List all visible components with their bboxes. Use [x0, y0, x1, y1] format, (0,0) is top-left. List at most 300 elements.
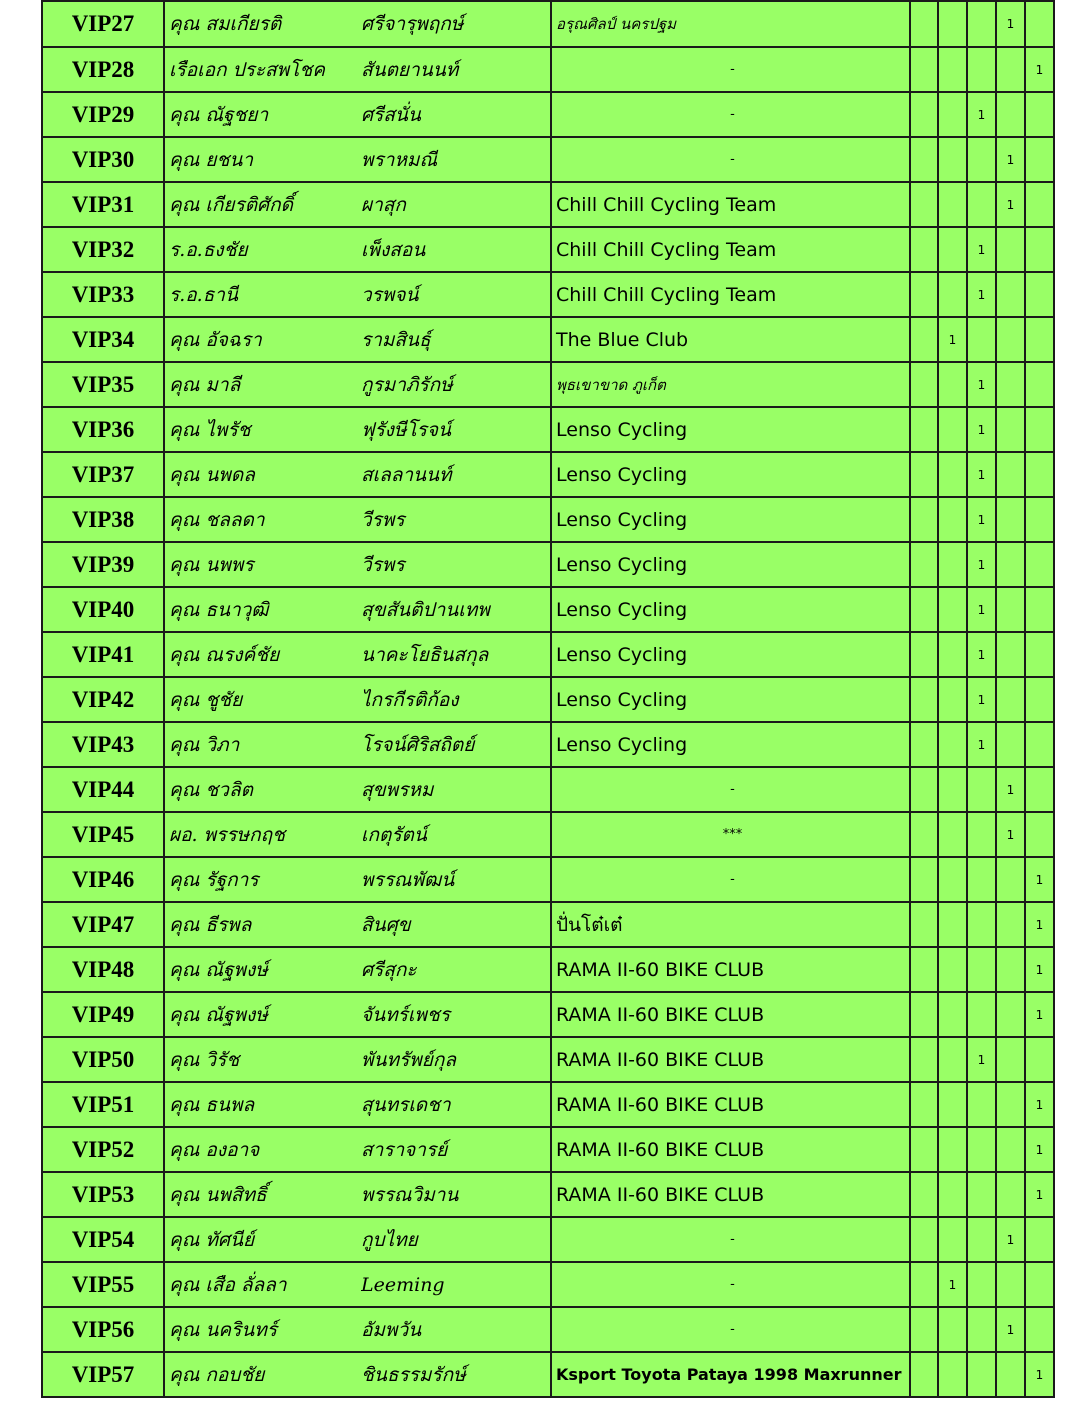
- mark-cell-3: [967, 1352, 996, 1397]
- mark-cell-2: [938, 857, 967, 902]
- mark-cell-2: [938, 1217, 967, 1262]
- last-name: วีรพร: [361, 497, 551, 542]
- mark-cell-5: [1025, 1307, 1054, 1352]
- mark-cell-2: [938, 542, 967, 587]
- mark-cell-2: [938, 1082, 967, 1127]
- table-row: [42, 92, 1054, 137]
- mark-cell-4: 1: [996, 137, 1025, 182]
- mark-cell-4: [996, 1037, 1025, 1082]
- mark-cell-4: [996, 362, 1025, 407]
- table-row: [42, 632, 1054, 677]
- mark-cell-4: [996, 947, 1025, 992]
- mark-cell-5: [1025, 1262, 1054, 1307]
- mark-cell-5: 1: [1025, 992, 1054, 1037]
- mark-cell-4: 1: [996, 767, 1025, 812]
- table-row: [42, 407, 1054, 452]
- mark-cell-1: [910, 677, 938, 722]
- mark-cell-1: [910, 632, 938, 677]
- table-row: [42, 1172, 1054, 1217]
- mark-cell-3: 1: [967, 1037, 996, 1082]
- last-name: ศรีจารุพฤกษ์: [361, 1, 551, 47]
- first-name: คุณ นพดล: [164, 452, 361, 497]
- club-name: -: [551, 1217, 910, 1262]
- table-row: [42, 767, 1054, 812]
- last-name: สินศุข: [361, 902, 551, 947]
- mark-cell-4: 1: [996, 182, 1025, 227]
- member-code: VIP45: [42, 812, 164, 857]
- first-name: คุณ ณัฐชยา: [164, 92, 361, 137]
- mark-cell-5: 1: [1025, 1127, 1054, 1172]
- mark-cell-3: [967, 1217, 996, 1262]
- table-row: [42, 992, 1054, 1037]
- mark-cell-1: [910, 362, 938, 407]
- mark-cell-3: [967, 182, 996, 227]
- first-name: คุณ มาลี: [164, 362, 361, 407]
- first-name: ผอ. พรรษกฤช: [164, 812, 361, 857]
- table-row: [42, 452, 1054, 497]
- member-code: VIP53: [42, 1172, 164, 1217]
- last-name: วีรพร: [361, 542, 551, 587]
- mark-cell-3: [967, 992, 996, 1037]
- club-name: -: [551, 1262, 910, 1307]
- club-name: -: [551, 47, 910, 92]
- member-code: VIP39: [42, 542, 164, 587]
- mark-cell-1: [910, 1082, 938, 1127]
- club-name: -: [551, 857, 910, 902]
- mark-cell-4: [996, 227, 1025, 272]
- member-code: VIP47: [42, 902, 164, 947]
- mark-cell-4: [996, 722, 1025, 767]
- first-name: ร.อ.ธงชัย: [164, 227, 361, 272]
- mark-cell-2: [938, 227, 967, 272]
- mark-cell-2: [938, 677, 967, 722]
- mark-cell-1: [910, 1352, 938, 1397]
- mark-cell-1: [910, 227, 938, 272]
- mark-cell-4: [996, 407, 1025, 452]
- mark-cell-4: [996, 632, 1025, 677]
- mark-cell-2: [938, 1307, 967, 1352]
- member-code: VIP28: [42, 47, 164, 92]
- mark-cell-2: [938, 812, 967, 857]
- mark-cell-1: [910, 1307, 938, 1352]
- first-name: คุณ ธนพล: [164, 1082, 361, 1127]
- club-name: พุธเขาขาด ภูเก็ต: [551, 362, 910, 407]
- first-name: คุณ ยชนา: [164, 137, 361, 182]
- table-row: [42, 137, 1054, 182]
- club-name: Ksport Toyota Pataya 1998 Maxrunner: [551, 1352, 910, 1397]
- mark-cell-5: 1: [1025, 857, 1054, 902]
- mark-cell-5: [1025, 182, 1054, 227]
- mark-cell-3: [967, 767, 996, 812]
- last-name: กูรมาภิรักษ์: [361, 362, 551, 407]
- table-row: [42, 542, 1054, 587]
- mark-cell-1: [910, 1172, 938, 1217]
- table-row: [42, 1307, 1054, 1352]
- member-code: VIP57: [42, 1352, 164, 1397]
- table-row: [42, 1, 1054, 47]
- mark-cell-3: [967, 902, 996, 947]
- member-code: VIP49: [42, 992, 164, 1037]
- last-name: รามสินธุ์: [361, 317, 551, 362]
- last-name: สเลลานนท์: [361, 452, 551, 497]
- member-code: VIP37: [42, 452, 164, 497]
- mark-cell-1: [910, 1127, 938, 1172]
- club-name: -: [551, 1307, 910, 1352]
- table-row: [42, 272, 1054, 317]
- last-name: นาคะโยธินสกุล: [361, 632, 551, 677]
- table-row: [42, 362, 1054, 407]
- first-name: คุณ นพพร: [164, 542, 361, 587]
- club-name: ***: [551, 812, 910, 857]
- table-row: [42, 677, 1054, 722]
- mark-cell-5: [1025, 317, 1054, 362]
- mark-cell-3: 1: [967, 272, 996, 317]
- last-name: จันทร์เพชร: [361, 992, 551, 1037]
- mark-cell-3: [967, 137, 996, 182]
- participant-table: [41, 0, 1055, 1398]
- table-row: [42, 1127, 1054, 1172]
- first-name: คุณ กอบชัย: [164, 1352, 361, 1397]
- mark-cell-3: [967, 47, 996, 92]
- last-name: สันตยานนท์: [361, 47, 551, 92]
- mark-cell-5: [1025, 812, 1054, 857]
- mark-cell-1: [910, 137, 938, 182]
- member-code: VIP44: [42, 767, 164, 812]
- club-name: Lenso Cycling: [551, 632, 910, 677]
- mark-cell-1: [910, 497, 938, 542]
- last-name: พรรณพัฒน์: [361, 857, 551, 902]
- table-row: [42, 1037, 1054, 1082]
- member-code: VIP30: [42, 137, 164, 182]
- mark-cell-1: [910, 1217, 938, 1262]
- table-row: [42, 227, 1054, 272]
- table-row: [42, 1352, 1054, 1397]
- mark-cell-4: [996, 1352, 1025, 1397]
- first-name: คุณ ชวลิต: [164, 767, 361, 812]
- table-row: [42, 182, 1054, 227]
- mark-cell-5: [1025, 1037, 1054, 1082]
- mark-cell-4: [996, 452, 1025, 497]
- mark-cell-4: [996, 902, 1025, 947]
- mark-cell-5: [1025, 452, 1054, 497]
- mark-cell-2: [938, 1, 967, 47]
- mark-cell-2: [938, 1352, 967, 1397]
- club-name: RAMA II-60 BIKE CLUB: [551, 1082, 910, 1127]
- mark-cell-5: [1025, 92, 1054, 137]
- mark-cell-2: [938, 767, 967, 812]
- mark-cell-1: [910, 317, 938, 362]
- first-name: คุณ ไพรัช: [164, 407, 361, 452]
- mark-cell-1: [910, 452, 938, 497]
- club-name: Lenso Cycling: [551, 542, 910, 587]
- mark-cell-5: [1025, 587, 1054, 632]
- mark-cell-1: [910, 47, 938, 92]
- table-row: [42, 317, 1054, 362]
- first-name: คุณ นครินทร์: [164, 1307, 361, 1352]
- member-code: VIP51: [42, 1082, 164, 1127]
- member-code: VIP46: [42, 857, 164, 902]
- mark-cell-3: [967, 1127, 996, 1172]
- last-name: ผาสุก: [361, 182, 551, 227]
- mark-cell-5: 1: [1025, 947, 1054, 992]
- table-row: [42, 1082, 1054, 1127]
- mark-cell-4: [996, 92, 1025, 137]
- mark-cell-3: 1: [967, 452, 996, 497]
- member-code: VIP29: [42, 92, 164, 137]
- last-name: ฟุรังษีโรจน์: [361, 407, 551, 452]
- table-row: [42, 587, 1054, 632]
- mark-cell-5: [1025, 1217, 1054, 1262]
- last-name: โรจน์ศิริสถิตย์: [361, 722, 551, 767]
- member-code: VIP34: [42, 317, 164, 362]
- mark-cell-3: 1: [967, 677, 996, 722]
- mark-cell-2: [938, 902, 967, 947]
- member-code: VIP27: [42, 1, 164, 47]
- first-name: คุณ อัจฉรา: [164, 317, 361, 362]
- member-code: VIP40: [42, 587, 164, 632]
- first-name: คุณ วิรัช: [164, 1037, 361, 1082]
- mark-cell-4: [996, 1172, 1025, 1217]
- table-row: [42, 1217, 1054, 1262]
- mark-cell-2: [938, 1037, 967, 1082]
- mark-cell-5: 1: [1025, 1172, 1054, 1217]
- club-name: RAMA II-60 BIKE CLUB: [551, 1127, 910, 1172]
- mark-cell-2: 1: [938, 317, 967, 362]
- table-row: [42, 857, 1054, 902]
- first-name: คุณ ชูชัย: [164, 677, 361, 722]
- mark-cell-1: [910, 92, 938, 137]
- mark-cell-4: [996, 317, 1025, 362]
- club-name: -: [551, 92, 910, 137]
- first-name: คุณ องอาจ: [164, 1127, 361, 1172]
- mark-cell-5: [1025, 272, 1054, 317]
- mark-cell-3: [967, 1, 996, 47]
- first-name: คุณ นพสิทธิ์: [164, 1172, 361, 1217]
- last-name: สาราจารย์: [361, 1127, 551, 1172]
- first-name: คุณ ณัฐพงษ์: [164, 947, 361, 992]
- mark-cell-4: [996, 992, 1025, 1037]
- last-name: ศรีสนั่น: [361, 92, 551, 137]
- mark-cell-3: [967, 812, 996, 857]
- table-row: [42, 902, 1054, 947]
- mark-cell-1: [910, 407, 938, 452]
- last-name: กูบไทย: [361, 1217, 551, 1262]
- mark-cell-4: [996, 1082, 1025, 1127]
- club-name: The Blue Club: [551, 317, 910, 362]
- club-name: Chill Chill Cycling Team: [551, 227, 910, 272]
- last-name: อัมพวัน: [361, 1307, 551, 1352]
- mark-cell-2: [938, 992, 967, 1037]
- mark-cell-1: [910, 857, 938, 902]
- first-name: คุณ สมเกียรติ: [164, 1, 361, 47]
- mark-cell-5: [1025, 767, 1054, 812]
- mark-cell-2: [938, 182, 967, 227]
- mark-cell-4: 1: [996, 1, 1025, 47]
- member-code: VIP41: [42, 632, 164, 677]
- last-name: ศรีสุกะ: [361, 947, 551, 992]
- mark-cell-3: 1: [967, 587, 996, 632]
- first-name: คุณ ณรงค์ชัย: [164, 632, 361, 677]
- mark-cell-5: [1025, 407, 1054, 452]
- mark-cell-3: 1: [967, 227, 996, 272]
- mark-cell-2: [938, 1172, 967, 1217]
- mark-cell-2: [938, 452, 967, 497]
- mark-cell-4: [996, 677, 1025, 722]
- club-name: Lenso Cycling: [551, 722, 910, 767]
- last-name: สุขสันติปานเทพ: [361, 587, 551, 632]
- mark-cell-3: [967, 1172, 996, 1217]
- mark-cell-3: [967, 1082, 996, 1127]
- last-name: เกตุรัตน์: [361, 812, 551, 857]
- table-row: [42, 497, 1054, 542]
- mark-cell-5: 1: [1025, 47, 1054, 92]
- mark-cell-4: [996, 857, 1025, 902]
- mark-cell-2: [938, 362, 967, 407]
- mark-cell-4: [996, 47, 1025, 92]
- club-name: ปั่นโต๋เต๋: [551, 902, 910, 947]
- mark-cell-4: [996, 1262, 1025, 1307]
- mark-cell-2: [938, 92, 967, 137]
- mark-cell-1: [910, 542, 938, 587]
- table-row: [42, 722, 1054, 767]
- member-code: VIP52: [42, 1127, 164, 1172]
- mark-cell-4: 1: [996, 1307, 1025, 1352]
- mark-cell-5: [1025, 632, 1054, 677]
- mark-cell-3: [967, 317, 996, 362]
- first-name: คุณ เสือ ลั่ลลา: [164, 1262, 361, 1307]
- mark-cell-5: [1025, 227, 1054, 272]
- mark-cell-2: [938, 137, 967, 182]
- mark-cell-4: [996, 1127, 1025, 1172]
- mark-cell-3: 1: [967, 362, 996, 407]
- mark-cell-1: [910, 947, 938, 992]
- club-name: RAMA II-60 BIKE CLUB: [551, 1172, 910, 1217]
- mark-cell-4: [996, 272, 1025, 317]
- club-name: Lenso Cycling: [551, 677, 910, 722]
- mark-cell-1: [910, 587, 938, 632]
- member-code: VIP36: [42, 407, 164, 452]
- member-code: VIP42: [42, 677, 164, 722]
- mark-cell-1: [910, 902, 938, 947]
- member-code: VIP50: [42, 1037, 164, 1082]
- mark-cell-2: [938, 47, 967, 92]
- last-name: พรรณวิมาน: [361, 1172, 551, 1217]
- last-name: สุนทรเดชา: [361, 1082, 551, 1127]
- last-name: ไกรกีรติก้อง: [361, 677, 551, 722]
- mark-cell-2: [938, 587, 967, 632]
- club-name: อรุณศิลป์ นครปฐม: [551, 1, 910, 47]
- first-name: คุณ เกียรติศักดิ์: [164, 182, 361, 227]
- mark-cell-3: 1: [967, 497, 996, 542]
- table-body: [42, 1, 1054, 1397]
- first-name: คุณ ธีรพล: [164, 902, 361, 947]
- first-name: คุณ ทัศนีย์: [164, 1217, 361, 1262]
- mark-cell-5: [1025, 542, 1054, 587]
- mark-cell-1: [910, 1262, 938, 1307]
- member-code: VIP48: [42, 947, 164, 992]
- mark-cell-3: 1: [967, 542, 996, 587]
- club-name: -: [551, 137, 910, 182]
- first-name: ร.อ.ธานี: [164, 272, 361, 317]
- table-row: [42, 47, 1054, 92]
- mark-cell-2: 1: [938, 1262, 967, 1307]
- first-name: คุณ ธนาวุฒิ: [164, 587, 361, 632]
- mark-cell-5: [1025, 137, 1054, 182]
- mark-cell-4: [996, 497, 1025, 542]
- member-code: VIP55: [42, 1262, 164, 1307]
- mark-cell-5: [1025, 362, 1054, 407]
- mark-cell-1: [910, 992, 938, 1037]
- mark-cell-3: [967, 947, 996, 992]
- mark-cell-4: [996, 542, 1025, 587]
- last-name: วรพจน์: [361, 272, 551, 317]
- mark-cell-5: 1: [1025, 1352, 1054, 1397]
- club-name: RAMA II-60 BIKE CLUB: [551, 1037, 910, 1082]
- mark-cell-4: 1: [996, 812, 1025, 857]
- club-name: -: [551, 767, 910, 812]
- mark-cell-3: [967, 1262, 996, 1307]
- mark-cell-3: [967, 857, 996, 902]
- mark-cell-5: 1: [1025, 902, 1054, 947]
- mark-cell-2: [938, 272, 967, 317]
- mark-cell-1: [910, 722, 938, 767]
- first-name: คุณ ณัฐพงษ์: [164, 992, 361, 1037]
- last-name: Leeming: [361, 1262, 551, 1307]
- first-name: คุณ ชลลดา: [164, 497, 361, 542]
- mark-cell-2: [938, 1127, 967, 1172]
- mark-cell-1: [910, 182, 938, 227]
- table-row: [42, 947, 1054, 992]
- mark-cell-5: [1025, 677, 1054, 722]
- mark-cell-2: [938, 722, 967, 767]
- mark-cell-1: [910, 1, 938, 47]
- member-code: VIP38: [42, 497, 164, 542]
- mark-cell-3: 1: [967, 407, 996, 452]
- mark-cell-4: [996, 587, 1025, 632]
- mark-cell-2: [938, 407, 967, 452]
- last-name: พันทรัพย์กุล: [361, 1037, 551, 1082]
- club-name: Chill Chill Cycling Team: [551, 272, 910, 317]
- last-name: สุขพรหม: [361, 767, 551, 812]
- member-code: VIP31: [42, 182, 164, 227]
- table-row: [42, 1262, 1054, 1307]
- mark-cell-5: [1025, 1, 1054, 47]
- mark-cell-3: [967, 1307, 996, 1352]
- last-name: ชินธรรมรักษ์: [361, 1352, 551, 1397]
- club-name: Lenso Cycling: [551, 497, 910, 542]
- mark-cell-4: 1: [996, 1217, 1025, 1262]
- club-name: Lenso Cycling: [551, 587, 910, 632]
- mark-cell-1: [910, 767, 938, 812]
- mark-cell-2: [938, 497, 967, 542]
- member-code: VIP56: [42, 1307, 164, 1352]
- table-row: [42, 812, 1054, 857]
- mark-cell-1: [910, 1037, 938, 1082]
- mark-cell-3: 1: [967, 722, 996, 767]
- club-name: Lenso Cycling: [551, 452, 910, 497]
- mark-cell-1: [910, 272, 938, 317]
- mark-cell-5: 1: [1025, 1082, 1054, 1127]
- club-name: Chill Chill Cycling Team: [551, 182, 910, 227]
- last-name: พราหมณี: [361, 137, 551, 182]
- mark-cell-2: [938, 947, 967, 992]
- first-name: คุณ วิภา: [164, 722, 361, 767]
- member-code: VIP33: [42, 272, 164, 317]
- club-name: Lenso Cycling: [551, 407, 910, 452]
- mark-cell-3: 1: [967, 632, 996, 677]
- mark-cell-2: [938, 632, 967, 677]
- first-name: คุณ รัฐการ: [164, 857, 361, 902]
